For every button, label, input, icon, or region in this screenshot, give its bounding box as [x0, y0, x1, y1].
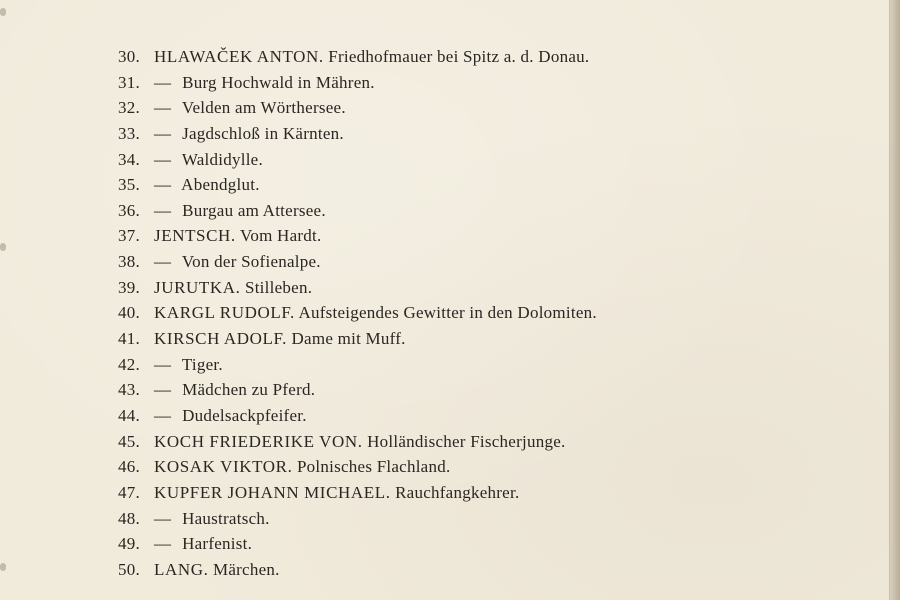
catalogue-entry	[118, 70, 878, 96]
entry-number: 45.	[118, 431, 140, 451]
entry-number: 31.	[118, 72, 140, 92]
entry-number: 36.	[118, 200, 140, 220]
artist-name: KOSAK VIKTOR.	[154, 457, 293, 477]
catalogue-entry	[118, 531, 878, 557]
ditto-dash: —	[154, 98, 172, 118]
artwork-title: Harfenist.	[182, 534, 253, 554]
ditto-dash: —	[154, 252, 172, 272]
artist-name: LANG.	[154, 559, 209, 579]
entry-number: 46.	[118, 457, 140, 477]
entry-number: 50.	[118, 559, 140, 579]
artist-name: KARGL RUDOLF.	[154, 303, 295, 323]
entry-number: 42.	[118, 354, 140, 374]
catalogue-entry	[118, 557, 878, 583]
artwork-title: Vom Hardt.	[240, 226, 322, 246]
entry-number: 47.	[118, 482, 140, 502]
page-edge-mark	[0, 243, 6, 251]
catalogue-entry	[118, 300, 878, 326]
artwork-title: Stilleben.	[245, 277, 313, 297]
catalogue-entry	[118, 147, 878, 173]
catalogue-entry	[118, 506, 878, 532]
entry-number: 30.	[118, 47, 140, 66]
ditto-dash: —	[154, 380, 172, 400]
catalogue-entry	[118, 121, 878, 147]
ditto-dash: —	[154, 175, 172, 195]
catalogue-entry	[118, 403, 878, 429]
artwork-title: Burgau am Attersee.	[182, 200, 326, 220]
artwork-title: Holländischer Fischerjunge.	[367, 431, 566, 451]
catalogue-entry	[118, 275, 878, 301]
catalogue-entry	[118, 454, 878, 480]
artwork-title: Friedhofmauer bei Spitz a. d. Donau.	[328, 47, 590, 66]
artwork-title: Dame mit Muff.	[291, 329, 406, 349]
catalogue-entry	[118, 95, 878, 121]
catalogue-entry	[118, 172, 878, 198]
entry-number: 39.	[118, 277, 140, 297]
ditto-dash: —	[154, 354, 172, 374]
entry-number: 37.	[118, 226, 140, 246]
page-edge-mark	[0, 563, 6, 571]
page-edge-mark	[0, 8, 6, 16]
artwork-title: Aufsteigendes Gewitter in den Dolomiten.	[298, 303, 597, 323]
artist-name: KUPFER JOHANN MICHAEL.	[154, 482, 391, 502]
artist-name: KOCH FRIEDERIKE VON.	[154, 431, 363, 451]
artwork-title: Burg Hochwald in Mähren.	[182, 72, 375, 92]
artwork-title: Tiger.	[181, 354, 223, 374]
entry-number: 32.	[118, 98, 140, 118]
ditto-dash: —	[154, 405, 172, 425]
entry-number: 41.	[118, 329, 140, 349]
artist-name: KIRSCH ADOLF.	[154, 329, 288, 349]
catalogue-entry	[118, 377, 878, 403]
ditto-dash: —	[154, 200, 172, 220]
catalogue-entry	[118, 249, 878, 275]
entry-number: 44.	[118, 405, 140, 425]
ditto-dash: —	[154, 508, 172, 528]
entry-number: 38.	[118, 252, 140, 272]
page-edge-shadow	[890, 0, 900, 600]
entry-number: 33.	[118, 123, 140, 143]
catalogue-entry	[118, 44, 878, 70]
artwork-title: Mädchen zu Pferd.	[182, 380, 316, 400]
artwork-title: Rauchfangkehrer.	[395, 482, 520, 502]
artwork-title: Haustratsch.	[182, 508, 270, 528]
catalogue-entry	[118, 352, 878, 378]
catalogue-entry	[118, 198, 878, 224]
artwork-title: Märchen.	[212, 559, 280, 579]
entry-number: 40.	[118, 303, 140, 323]
catalogue-entry	[118, 326, 878, 352]
ditto-dash: —	[154, 72, 172, 92]
artwork-title: Waldidylle.	[181, 149, 263, 169]
catalogue-list	[118, 44, 878, 582]
artwork-title: Velden am Wörthersee.	[181, 98, 346, 118]
catalogue-entry	[118, 480, 878, 506]
artist-name: JURUTKA.	[154, 277, 241, 297]
catalogue-entry	[118, 429, 878, 455]
entry-number: 35.	[118, 175, 140, 195]
catalogue-entry	[118, 223, 878, 249]
artwork-title: Jagdschloß in Kärnten.	[182, 123, 344, 143]
entry-number: 48.	[118, 508, 140, 528]
ditto-dash: —	[154, 123, 172, 143]
artist-name: JENTSCH.	[154, 226, 236, 246]
ditto-dash: —	[154, 534, 172, 554]
entry-number: 49.	[118, 534, 140, 554]
artist-name: HLAWAČEK ANTON.	[154, 47, 324, 66]
ditto-dash: —	[154, 149, 172, 169]
artwork-title: Von der Sofienalpe.	[181, 252, 321, 272]
artwork-title: Dudelsackpfeifer.	[182, 405, 307, 425]
artwork-title: Abendglut.	[181, 175, 260, 195]
entry-number: 34.	[118, 149, 140, 169]
artwork-title: Polnisches Flachland.	[296, 457, 451, 477]
entry-number: 43.	[118, 380, 140, 400]
